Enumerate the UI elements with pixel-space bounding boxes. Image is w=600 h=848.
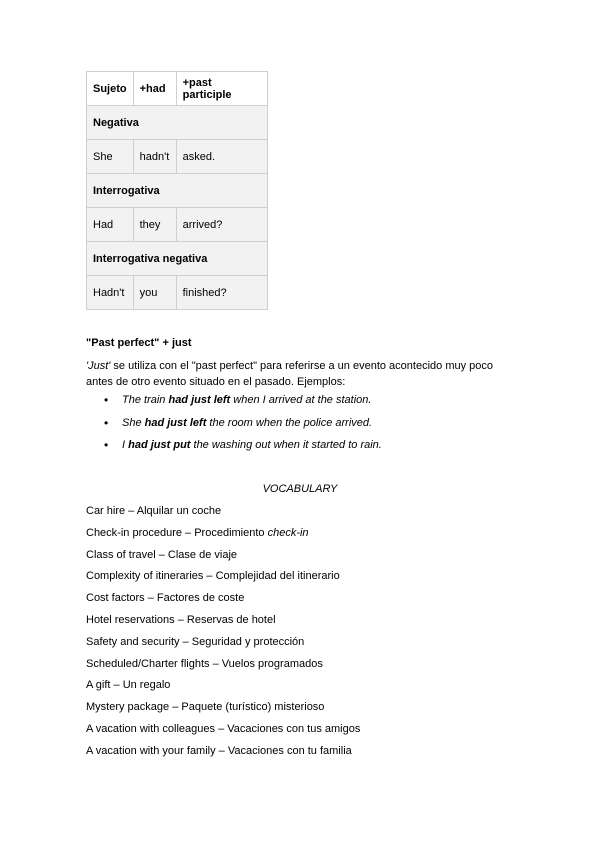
- list-item: Cost factors – Factores de coste: [86, 592, 245, 605]
- list-item: Car hire – Alquilar un coche: [86, 505, 222, 517]
- example-bold: had just left: [168, 394, 231, 406]
- section-heading: "Past perfect" + just: [86, 337, 192, 349]
- section-row-negativa: [87, 106, 268, 140]
- grammar-table: [86, 71, 268, 310]
- bullet-icon: •: [104, 415, 109, 430]
- vocab-italic-term: check-in: [267, 526, 309, 539]
- section-title: Interrogativa negativa: [87, 242, 268, 276]
- examples-list: [104, 393, 382, 461]
- vocab-text: Check-in procedure – Procedimiento: [86, 526, 268, 539]
- table-cell: finished?: [176, 276, 267, 310]
- bullet-icon: •: [104, 393, 109, 407]
- table-cell: hadn't: [133, 140, 176, 174]
- header-subject: Sujeto: [87, 72, 134, 106]
- table-cell: Hadn't: [87, 276, 134, 310]
- explanation-paragraph: [86, 358, 506, 390]
- example-text: I: [122, 439, 129, 451]
- table-row: [87, 140, 268, 174]
- example-text: She: [122, 416, 145, 429]
- list-item: Mystery package – Paquete (turístico) misterioso: [86, 701, 325, 714]
- list-item: Complexity of itineraries – Complejidad del itinerario: [86, 570, 340, 583]
- list-item: Hotel reservations – Reservas de hotel: [86, 613, 276, 626]
- table-cell: they: [133, 208, 176, 242]
- table-cell: Had: [87, 208, 134, 242]
- table-row: [87, 208, 268, 242]
- list-item: Safety and security – Seguridad y protección: [86, 635, 305, 648]
- header-had: +had: [133, 72, 176, 106]
- list-item: A vacation with your family – Vacaciones con tu familia: [86, 744, 352, 757]
- example-bold: had just left: [144, 416, 207, 429]
- list-item: A vacation with colleagues – Vacaciones con tus amigos: [86, 722, 361, 735]
- list-item: [104, 416, 382, 439]
- example-text: the washing out when it started to rain.: [190, 439, 382, 451]
- section-title: Negativa: [87, 106, 268, 140]
- header-past-participle: +past participle: [176, 72, 267, 106]
- list-item: A gift – Un regalo: [86, 679, 171, 692]
- paragraph-text: se utiliza con el "past perfect" para referirse a un evento acontecido muy poco antes de otro evento situado en el pasado. Ejemplos:: [86, 360, 494, 388]
- list-item: [86, 526, 360, 548]
- table-cell: asked.: [176, 140, 267, 174]
- vocabulary-list: [86, 504, 360, 766]
- table-cell: you: [133, 276, 176, 310]
- list-item: Class of travel – Clase de viaje: [86, 548, 238, 561]
- section-row-interrogativa: [87, 174, 268, 208]
- just-term: 'Just': [86, 360, 111, 372]
- example-text: when I arrived at the station.: [230, 394, 372, 406]
- table-cell: arrived?: [176, 208, 267, 242]
- table-row: [87, 276, 268, 310]
- list-item: [104, 393, 382, 416]
- bullet-icon: •: [104, 438, 109, 452]
- example-text: The train: [122, 394, 169, 406]
- list-item: Scheduled/Charter flights – Vuelos programados: [86, 657, 323, 670]
- example-bold: had just put: [128, 439, 191, 451]
- list-item: [104, 438, 382, 461]
- example-text: the room when the police arrived.: [206, 416, 373, 429]
- table-header-row: [87, 72, 268, 106]
- section-row-interrogativa-negativa: [87, 242, 268, 276]
- vocabulary-title: VOCABULARY: [262, 483, 338, 495]
- table-cell: She: [87, 140, 134, 174]
- section-title: Interrogativa: [87, 174, 268, 208]
